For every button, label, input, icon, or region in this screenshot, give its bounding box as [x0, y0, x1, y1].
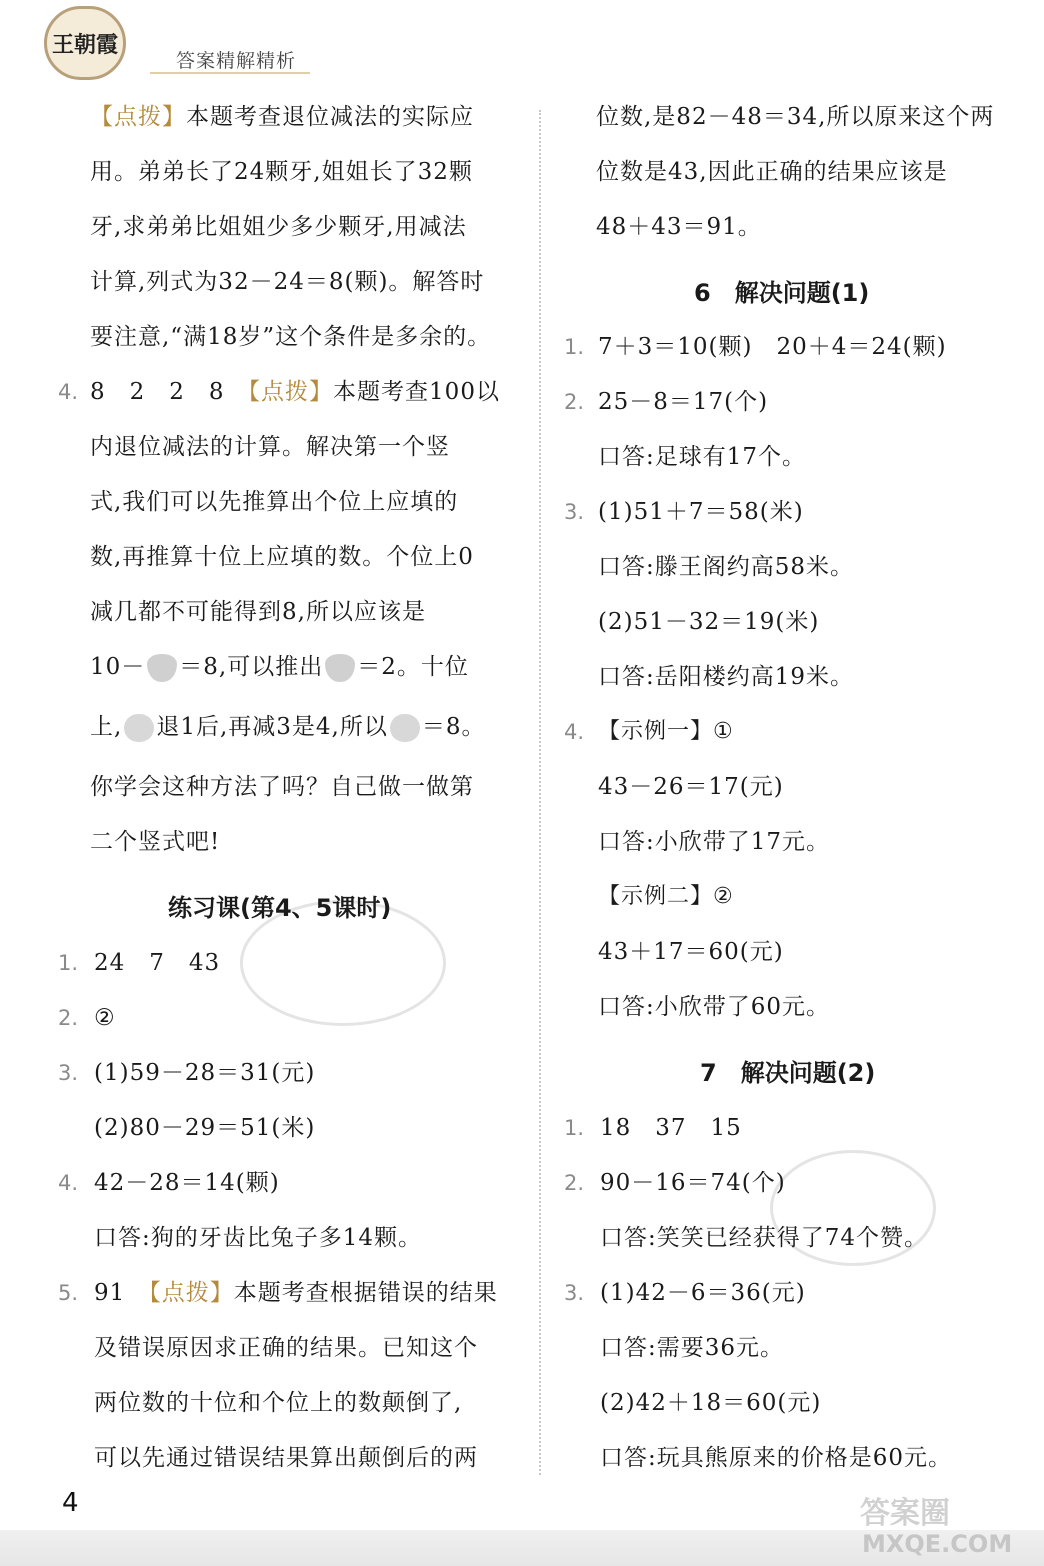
answer-line: 7＋3＝10(颗) 20＋4＝24(颗) — [598, 334, 947, 360]
answer-line: 口答:笑笑已经获得了74个赞。 — [600, 1225, 929, 1251]
question-number: 4. — [58, 380, 79, 404]
header-rule — [150, 72, 310, 74]
answer-text: 本题考查根据错误的结果 — [233, 1280, 498, 1306]
answer-line — [90, 377, 500, 407]
answer-line: 口答:小欣带了60元。 — [598, 994, 831, 1020]
section-title: 6 解决问题(1) — [694, 279, 870, 307]
answer-text: 上, — [90, 714, 123, 740]
answer-text: ＝2。十位 — [357, 654, 469, 680]
answer-line: 43－26＝17(元) — [598, 774, 784, 800]
answer-line: 口答:足球有17个。 — [598, 444, 807, 470]
hint-line: 牙,求弟弟比姐姐少多少颗牙,用减法 — [90, 214, 467, 240]
page-header — [0, 0, 1044, 90]
answer-line: 口答:滕王阁约高58米。 — [598, 554, 855, 580]
header-subtitle: 答案精解精析 — [176, 50, 297, 72]
answer-line: (2)42＋18＝60(元) — [600, 1390, 822, 1416]
page-number: 4 — [62, 1488, 79, 1518]
apple-icon — [390, 714, 420, 742]
answer-text: ＝8。 — [421, 714, 486, 740]
answer-line — [90, 712, 485, 742]
question-number: 3. — [58, 1061, 79, 1085]
strawberry-icon — [147, 654, 177, 682]
question-number: 1. — [564, 335, 585, 359]
answer-line: 你学会这种方法了吗？自己做一做第 — [90, 774, 474, 800]
apple-icon — [124, 714, 154, 742]
logo-text: 王朝霞 — [51, 32, 118, 58]
answer-text: 10－ — [90, 654, 146, 680]
question-number: 2. — [564, 1171, 585, 1195]
answer-line: 位数是43,因此正确的结果应该是 — [596, 159, 948, 185]
brand-logo — [44, 6, 126, 80]
answer-line: (2)51－32＝19(米) — [598, 609, 820, 635]
column-divider — [539, 110, 541, 1475]
section-title: 7 解决问题(2) — [700, 1059, 876, 1087]
answer-line: (1)51＋7＝58(米) — [598, 499, 804, 525]
hint-line: 要注意,“满18岁”这个条件是多余的。 — [90, 324, 492, 350]
answer-line: 减几都不可能得到8,所以应该是 — [90, 599, 426, 625]
answer-line: 可以先通过错误结果算出颠倒后的两 — [94, 1445, 478, 1471]
question-number: 4. — [58, 1171, 79, 1195]
answer-line: 口答:需要36元。 — [600, 1335, 785, 1361]
answer-text: 8 2 2 8 — [90, 379, 249, 405]
answer-line: 二个竖式吧! — [90, 829, 221, 855]
answer-line: 48＋43＝91。 — [596, 214, 762, 240]
question-number: 5. — [58, 1281, 79, 1305]
hint-tag: 【点拨】 — [90, 104, 186, 130]
answer-line: 口答:狗的牙齿比兔子多14颗。 — [94, 1225, 423, 1251]
hint-tag: 【点拨】 — [248, 379, 334, 405]
answer-line: 数,再推算十位上应填的数。个位上0 — [90, 544, 474, 570]
question-number: 1. — [58, 951, 79, 975]
watermark-logo: 答案圈 — [860, 1496, 950, 1531]
answer-line: 两位数的十位和个位上的数颠倒了, — [94, 1390, 463, 1416]
hint-tag: 【点拨】 — [149, 1280, 234, 1306]
answer-line: 43＋17＝60(元) — [598, 939, 784, 965]
answer-line: ② — [94, 1005, 116, 1031]
hint-line: 用。弟弟长了24颗牙,姐姐长了32颗 — [90, 159, 473, 185]
answer-line: 90－16＝74(个) — [600, 1170, 786, 1196]
answer-line: 18 37 15 — [600, 1115, 742, 1141]
section-title: 练习课(第4、5课时) — [168, 894, 392, 922]
answer-line: (1)42－6＝36(元) — [600, 1280, 806, 1306]
answer-line: 25－8＝17(个) — [598, 389, 769, 415]
answer-line: (2)80－29＝51(米) — [94, 1115, 316, 1141]
answer-text: 本题考查100以 — [333, 379, 500, 405]
answer-line: 及错误原因求正确的结果。已知这个 — [94, 1335, 478, 1361]
answer-line: 口答:玩具熊原来的价格是60元。 — [600, 1445, 953, 1471]
answer-line — [90, 652, 469, 682]
hint-line: 计算,列式为32－24＝8(颗)。解答时 — [90, 269, 485, 295]
hint-line — [90, 102, 474, 132]
answer-line: 24 7 43 — [94, 950, 221, 976]
watermark-url: MXQE.COM — [862, 1530, 1013, 1558]
answer-line: 42－28＝14(颗) — [94, 1170, 280, 1196]
strawberry-icon — [325, 654, 355, 682]
answer-line: 口答:小欣带了17元。 — [598, 829, 831, 855]
answer-line: 式,我们可以先推算出个位上应填的 — [90, 489, 459, 515]
answer-line: (1)59－28＝31(元) — [94, 1060, 316, 1086]
question-number: 3. — [564, 1281, 585, 1305]
answer-line — [94, 1278, 498, 1308]
question-number: 1. — [564, 1116, 585, 1140]
question-number: 2. — [58, 1006, 79, 1030]
answer-line: 口答:岳阳楼约高19米。 — [598, 664, 855, 690]
answer-text: 91 — [94, 1280, 150, 1306]
hint-text: 本题考查退位减法的实际应 — [186, 104, 474, 130]
example-label: 【示例一】① — [598, 719, 734, 744]
question-number: 4. — [564, 720, 585, 744]
answer-text: 退1后,再减3是4,所以 — [156, 714, 388, 740]
answer-line: 位数,是82－48＝34,所以原来这个两 — [596, 104, 995, 130]
question-number: 3. — [564, 500, 585, 524]
answer-line: 内退位减法的计算。解决第一个竖 — [90, 434, 450, 460]
example-label: 【示例二】② — [598, 884, 734, 909]
question-number: 2. — [564, 390, 585, 414]
answer-text: ＝8,可以推出 — [179, 654, 324, 680]
